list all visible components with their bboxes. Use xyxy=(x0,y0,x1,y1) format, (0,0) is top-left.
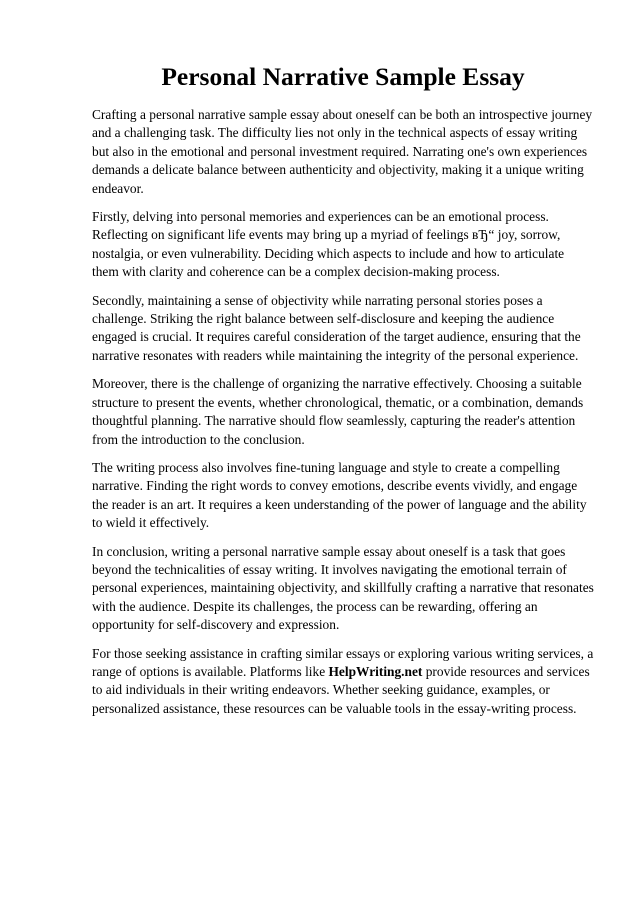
paragraph-writing-process: The writing process also involves fine-tuning language and style to create a compelling narrative. Finding the right words to convey emotions, describe events vividly, and engage the reader is an art. It requires a keen understanding of the power of language and the ability to wield it effectively. xyxy=(92,459,587,531)
paragraph-intro: Crafting a personal narrative sample essay about oneself can be both an introspective journey and a challenging task. The difficulty lies not only in the technical aspects of essay writing but also in the emotional and personal investment required. Narrating one's own experiences demands a delicate balance between authenticity and objectivity, making it a unique writing endeavor. xyxy=(92,107,593,196)
closing-text-before: For those seeking assistance in crafting similar essays or exploring various writing services, a range of options is available. Platforms like xyxy=(92,645,594,679)
paragraph-firstly: Firstly, delving into personal memories and experiences can be an emotional process. Reflecting on significant life events may bring up a myriad of feelings вЂ“ joy, sorrow, nostalgia, or even vulnerability. Deciding which aspects to include and how to articulate them with clarity and coherence can be a complex decision-making process. xyxy=(92,209,565,280)
paragraph-moreover: Moreover, there is the challenge of organizing the narrative effectively. Choosing a suitable structure to present the events, whether chronological, thematic, or a combination, demands thoughtful planning. The narrative should flow seamlessly, capturing the reader's attention from the introduction to the conclusion. xyxy=(92,376,584,447)
paragraph-secondly: Secondly, maintaining a sense of objectivity while narrating personal stories poses a challenge. Striking the right balance between self-disclosure and keeping the audience engaged is crucial. It requires careful consideration of the target audience, ensuring that the narrative resonates with readers while maintaining the integrity of the personal experience. xyxy=(92,292,581,363)
helpwriting-link[interactable]: HelpWriting.net xyxy=(328,663,423,679)
paragraph-closing xyxy=(92,645,594,719)
page-title: Personal Narrative Sample Essay xyxy=(161,62,525,91)
paragraph-conclusion: In conclusion, writing a personal narrative sample essay about oneself is a task that goes beyond the technicalities of essay writing. It involves navigating the emotional terrain of personal experiences, maintaining objectivity, and skillfully crafting a narrative that resonates with the audience. Despite its challenges, the process can be rewarding, offering an opportunity for self-discovery and expression. xyxy=(92,543,594,633)
closing-text-after: provide resources and services to aid individuals in their writing endeavors. Whether seeking guidance, examples, or personalized assistance, these resources can be valuable tools in the essay-writing process. xyxy=(92,663,590,716)
